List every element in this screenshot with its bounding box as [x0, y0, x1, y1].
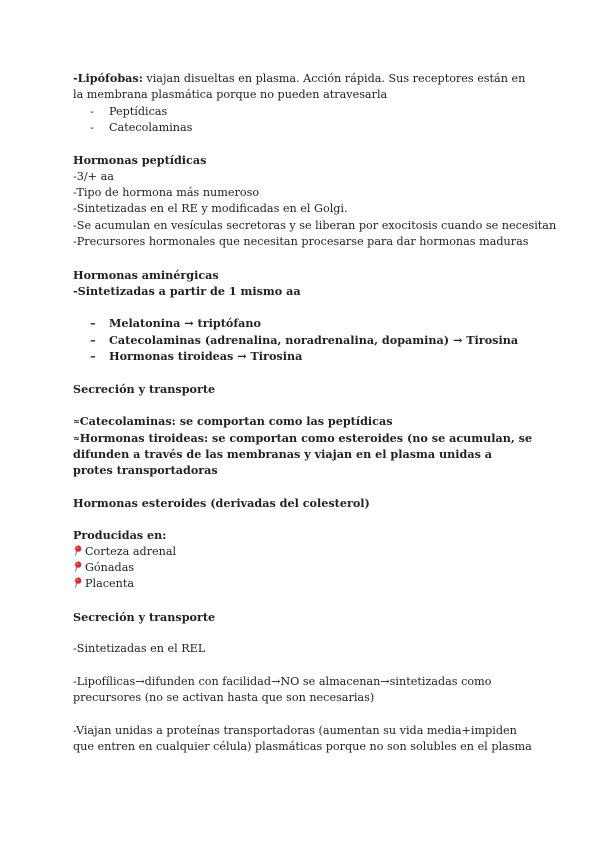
- producidas-label: Producidas en:: [73, 528, 167, 543]
- list-item: Gónadas: [73, 560, 533, 576]
- dash-bullet: –: [90, 349, 96, 364]
- text-line: -Tipo de hormona más numeroso: [73, 186, 260, 200]
- text-line: -Sintetizadas en el REL: [73, 642, 206, 656]
- section-heading-aminergicas: Hormonas aminérgicas: [73, 267, 219, 282]
- lipofobas-text: viajan disueltas en plasma. Acción rápida. Sus receptores están en la membrana plasmática porque no pueden atravesarla: [73, 72, 526, 102]
- list-item: ≈Hormonas tiroideas: se comportan como esteroides (no se acumulan, se difunden a través de las membranas y viajan en el plasma unidas a protes transportadoras: [73, 430, 533, 478]
- approx-marker: ≈: [73, 416, 80, 427]
- dash-bullet: -: [90, 104, 94, 118]
- list-item: – Hormonas tiroideas → Tirosina: [90, 349, 303, 364]
- section-heading-secrecion: Secreción y transporte: [73, 381, 216, 396]
- text-line: -Sintetizadas en el RE y modificadas en el Golgi.: [73, 202, 348, 216]
- text-line: -Se acumulan en vesículas secretoras y se liberan por exocitosis cuando se necesitan: [73, 218, 557, 232]
- text-line: -Lipofílicas→difunden con facilidad→NO se almacenan→sintetizadas como precursores (no se activan hasta que son necesarias): [73, 674, 492, 705]
- document-content: [73, 70, 557, 755]
- dash-bullet: –: [90, 332, 96, 347]
- section-heading-esteroides: Hormonas esteroides (derivadas del colesterol): [73, 495, 370, 510]
- list-item: ≈Catecolaminas: se comportan como las peptídicas: [73, 414, 393, 429]
- subheading-aminergicas: -Sintetizadas a partir de 1 mismo aa: [73, 283, 301, 298]
- dash-bullet: -: [90, 120, 94, 134]
- lipofobas-label: -Lipófobas:: [73, 71, 143, 85]
- list-item: - Catecolaminas: [73, 120, 533, 136]
- list-item: – Melatonina → triptófano: [90, 316, 261, 331]
- list-item: Placenta: [73, 576, 533, 592]
- round-pushpin-icon: [73, 576, 85, 592]
- list-item: - Peptídicas: [73, 104, 533, 120]
- approx-marker: ≈: [73, 432, 80, 443]
- text-line: -3/+ aa: [73, 169, 114, 183]
- round-pushpin-icon: [73, 544, 85, 560]
- dash-bullet: –: [90, 316, 96, 331]
- text-line: -Precursores hormonales que necesitan procesarse para dar hormonas maduras: [73, 234, 529, 248]
- list-item: – Catecolaminas (adrenalina, noradrenalina, dopamina) → Tirosina: [90, 332, 519, 347]
- list-item: Corteza adrenal: [73, 544, 533, 560]
- round-pushpin-icon: [73, 560, 85, 576]
- section-heading-secrecion-2: Secreción y transporte: [73, 609, 216, 624]
- text-line: -Viajan unidas a proteínas transportadoras (aumentan su vida media+impiden que entren en cualquier célula) plasmáticas porque no son solubles en el plasma: [73, 723, 532, 754]
- lipofobas-paragraph: [73, 70, 533, 104]
- section-heading-peptidicas: Hormonas peptídicas: [73, 153, 207, 168]
